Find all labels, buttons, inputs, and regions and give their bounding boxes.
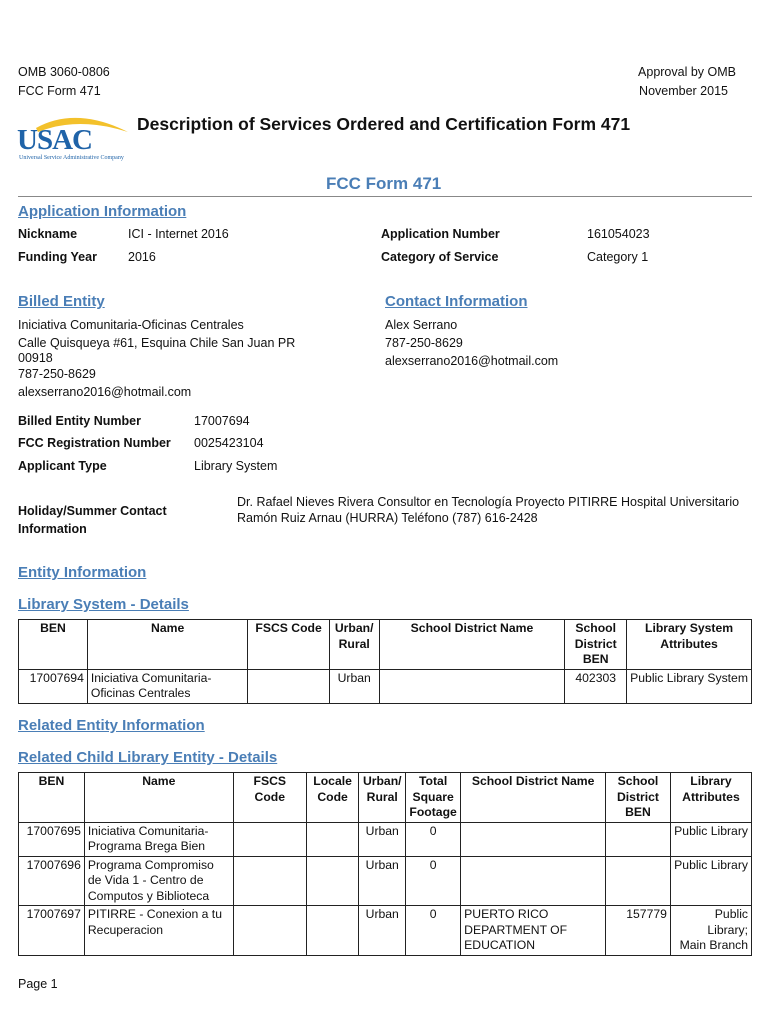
col-ben: BEN: [19, 773, 85, 823]
ben-value: 17007694: [194, 414, 250, 428]
cell-fscs-code: [248, 669, 329, 703]
col-urban-rural: Urban/ Rural: [359, 773, 406, 823]
cell-urban-rural: Urban: [359, 906, 406, 956]
application-number-value: 161054023: [587, 227, 650, 241]
logo-text: USAC: [17, 124, 92, 156]
col-library-attributes: Library Attributes: [670, 773, 751, 823]
cell-school-district-ben: [606, 822, 671, 856]
contact-email[interactable]: alexserrano2016@hotmail.com: [385, 354, 559, 368]
cell-school-district-name: [461, 822, 606, 856]
table-header-row: [19, 773, 752, 823]
logo-subtext: Universal Service Administrative Company: [19, 155, 124, 161]
col-urban-rural: Urban/ Rural: [329, 620, 379, 670]
contact-name: Alex Serrano: [385, 318, 458, 332]
fcc-registration-label: FCC Registration Number: [18, 436, 171, 450]
applicant-type-value: Library System: [194, 459, 278, 473]
usac-logo: [16, 112, 136, 164]
table-row: [19, 906, 752, 956]
cell-school-district-ben: [606, 856, 671, 906]
cell-name: Programa Compromiso de Vida 1 - Centro de Computos y Biblioteca: [84, 856, 233, 906]
table-header-row: [19, 620, 752, 670]
cell-ben: 17007696: [19, 856, 85, 906]
application-heading: Application Information: [18, 203, 187, 220]
col-fscs-code: FSCS Code: [248, 620, 329, 670]
cell-urban-rural: Urban: [359, 822, 406, 856]
form-number: FCC Form 471: [18, 84, 101, 98]
form-title: FCC Form 471: [326, 174, 442, 193]
cell-square-footage: 0: [406, 906, 461, 956]
page-title: Description of Services Ordered and Certification Form 471: [137, 114, 631, 134]
application-number-label: Application Number: [381, 227, 500, 241]
cell-name: Iniciativa Comunitaria- Oficinas Centrales: [87, 669, 248, 703]
funding-year-value: 2016: [128, 250, 156, 264]
col-total-square-footage: Total Square Footage: [406, 773, 461, 823]
omb-approval: Approval by OMB: [638, 65, 736, 79]
col-locale-code: Locale Code: [306, 773, 359, 823]
applicant-type-label: Applicant Type: [18, 459, 107, 473]
col-name: Name: [84, 773, 233, 823]
omb-number: OMB 3060-0806: [18, 65, 110, 79]
col-school-district-ben: School District BEN: [565, 620, 627, 670]
cell-ben: 17007695: [19, 822, 85, 856]
related-entity-heading: Related Entity Information: [18, 717, 205, 734]
approval-date: November 2015: [639, 84, 728, 98]
library-system-table: [18, 619, 752, 704]
cell-school-district-ben: 157779: [606, 906, 671, 956]
billed-entity-name: Iniciativa Comunitaria-Oficinas Centrales: [18, 318, 244, 332]
cell-school-district-ben: 402303: [565, 669, 627, 703]
cell-library-attributes: Public Library System: [627, 669, 752, 703]
cell-locale-code: [306, 822, 359, 856]
col-school-district-name: School District Name: [461, 773, 606, 823]
cell-fscs-code: [233, 822, 306, 856]
billed-entity-address: Calle Quisqueya #61, Esquina Chile San Juan PR: [18, 336, 296, 350]
table-row: [19, 822, 752, 856]
holiday-contact-label-2: Information: [18, 522, 87, 536]
contact-phone: 787-250-8629: [385, 336, 463, 350]
category-label: Category of Service: [381, 250, 499, 264]
cell-fscs-code: [233, 856, 306, 906]
col-fscs-code: FSCS Code: [233, 773, 306, 823]
related-child-table: [18, 772, 752, 956]
related-child-heading: Related Child Library Entity - Details: [18, 749, 278, 766]
holiday-contact-info: Dr. Rafael Nieves Rivera Consultor en Tecnología Proyecto PITIRRE Hospital Universitario: [237, 495, 740, 509]
col-library-system-attributes: Library System Attributes: [627, 620, 752, 670]
billed-entity-phone: 787-250-8629: [18, 367, 96, 381]
col-school-district-name: School District Name: [379, 620, 565, 670]
cell-locale-code: [306, 906, 359, 956]
table-row: [19, 856, 752, 906]
holiday-contact-info-2: Ramón Ruiz Arnau (HURRA) Teléfono (787) 616-2428: [237, 511, 538, 525]
cell-library-attributes: Public Library: [670, 856, 751, 906]
cell-name: PITIRRE - Conexion a tu Recuperacion: [84, 906, 233, 956]
billed-entity-heading: Billed Entity: [18, 293, 105, 310]
category-value: Category 1: [587, 250, 649, 264]
cell-square-footage: 0: [406, 822, 461, 856]
funding-year-label: Funding Year: [18, 250, 97, 264]
cell-name: Iniciativa Comunitaria- Programa Brega Bien: [84, 822, 233, 856]
cell-school-district-name: PUERTO RICO DEPARTMENT OF EDUCATION: [461, 906, 606, 956]
cell-urban-rural: Urban: [359, 856, 406, 906]
library-system-heading: Library System - Details: [18, 596, 189, 613]
cell-library-attributes: Public Library: [670, 822, 751, 856]
cell-fscs-code: [233, 906, 306, 956]
contact-heading: Contact Information: [385, 293, 528, 310]
cell-school-district-name: [461, 856, 606, 906]
cell-school-district-name: [379, 669, 565, 703]
fcc-registration-value: 0025423104: [194, 436, 264, 450]
cell-ben: 17007694: [19, 669, 88, 703]
cell-urban-rural: Urban: [329, 669, 379, 703]
divider: [18, 196, 752, 197]
cell-locale-code: [306, 856, 359, 906]
cell-square-footage: 0: [406, 856, 461, 906]
billed-entity-zip: 00918: [18, 351, 53, 365]
holiday-contact-label: Holiday/Summer Contact: [18, 504, 167, 518]
col-name: Name: [87, 620, 248, 670]
ben-label: Billed Entity Number: [18, 414, 141, 428]
table-row: [19, 669, 752, 703]
nickname-value: ICI - Internet 2016: [128, 227, 229, 241]
cell-library-attributes: Public Library; Main Branch: [670, 906, 751, 956]
nickname-label: Nickname: [18, 227, 78, 241]
entity-heading: Entity Information: [18, 564, 147, 581]
col-school-district-ben: School District BEN: [606, 773, 671, 823]
cell-ben: 17007697: [19, 906, 85, 956]
col-ben: BEN: [19, 620, 88, 670]
page-number: Page 1: [18, 977, 58, 991]
billed-entity-email[interactable]: alexserrano2016@hotmail.com: [18, 385, 192, 399]
